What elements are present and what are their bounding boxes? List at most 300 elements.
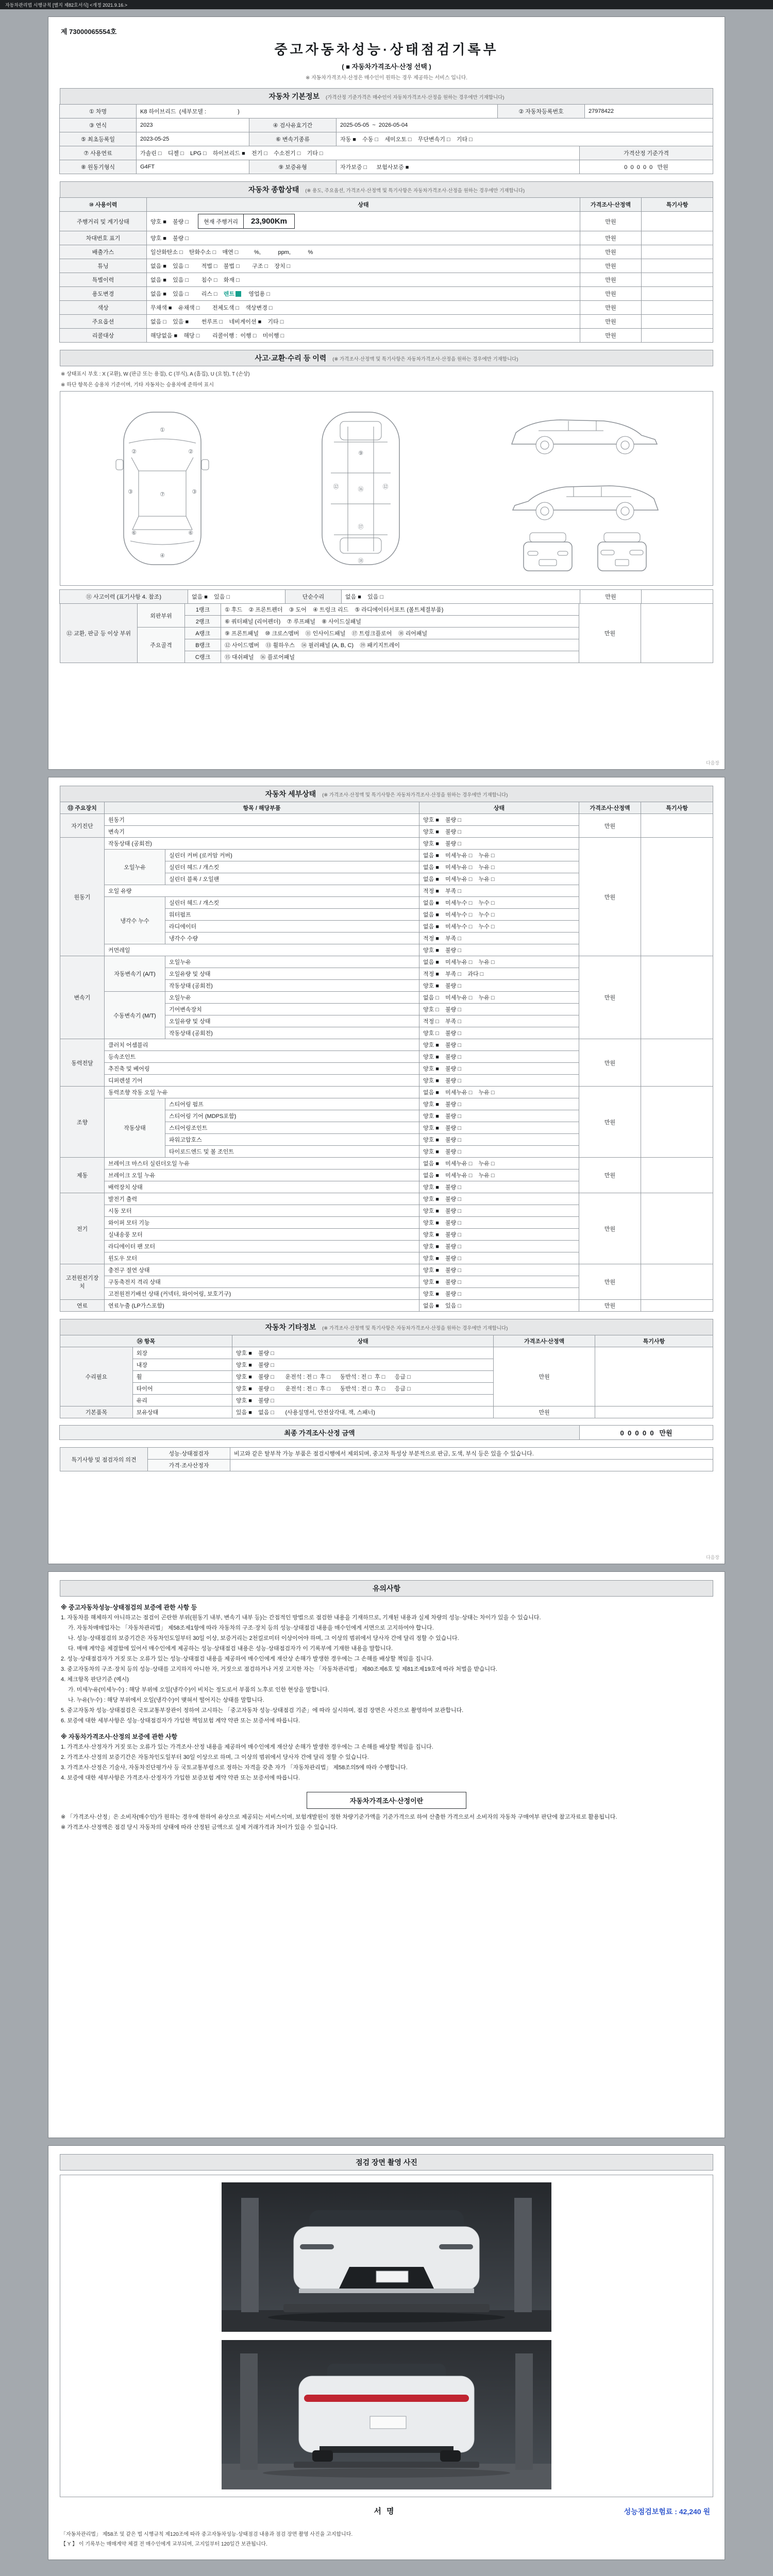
state-checkboxes: 없음 ■ 미세누유 □ 누유 □	[419, 861, 579, 873]
note-cell	[641, 300, 713, 315]
item-label-cell: 작동상태 (공회전)	[105, 838, 419, 850]
state-checkboxes: 양호 ■ 불량 □	[232, 1395, 493, 1406]
item-label-cell: 오일누유	[165, 992, 419, 1004]
state-checkboxes: 무채색 ■ 유채색 □ 전체도색 □ 색상변경 □	[146, 300, 580, 315]
basic-row-3	[60, 132, 713, 146]
page-1	[48, 16, 725, 770]
year-value: 2023	[136, 118, 249, 132]
device-item-row	[60, 1158, 713, 1170]
item-label-cell: 내장	[132, 1359, 232, 1371]
final-price-bar	[60, 1426, 713, 1440]
comprehensive-note: (※ 용도, 주요옵션, 가격조사·산정액 및 특기사항은 자동차가격조사·산정을 원하는 경우에만 기재합니다)	[305, 188, 525, 194]
state-checkboxes: 양호 ■ 불량 □	[232, 1347, 493, 1359]
note-cell	[641, 1193, 713, 1264]
legal-line-2: 【 Y 】 이 기록부는 매매계약 체결 전 매수인에게 교부되며, 고지일부터 120일간 보관됩니다.	[61, 2541, 267, 2547]
opinion-text-2	[230, 1460, 713, 1471]
sub-group-cell: 자동변속기 (A/T)	[105, 956, 165, 992]
item-label-cell: 휠	[132, 1371, 232, 1383]
warranty-type-checkboxes: 자가보증 □ 보험사보증 ■	[336, 160, 580, 174]
state-checkboxes: 양호 ■ 불량 □	[419, 1122, 579, 1134]
col-note: 특기사항	[595, 1335, 713, 1347]
price-cell: 만원	[579, 814, 641, 838]
rent-checked-box	[236, 291, 241, 297]
notice-paragraph: 나. 누유(누수) : 해당 부위에서 오일(냉각수)이 맺혀서 떨어지는 상태를 말합니다.	[68, 1697, 264, 1704]
usage-item-label: 색상	[59, 300, 147, 315]
svg-text:⑦: ⑦	[160, 491, 165, 498]
item-label-cell: 추진축 및 베어링	[105, 1063, 419, 1075]
state-checkboxes: 적정 ■ 부족 □	[419, 933, 579, 944]
reg-no-value: 27978422	[584, 104, 713, 118]
state-checkboxes: 양호 ■ 불량 □	[419, 1110, 579, 1122]
notice-paragraph: 3. 중고자동차의 구조·장치 등의 성능·상태를 고지하지 아니한 자, 거짓으로 점검하거나 거짓 고지한 자는 「자동차관리법」 제80조제6호 및 제81조제19호에 따라 처벌을 받습니다.	[61, 1666, 497, 1673]
notice-paragraph: 3. 가격조사·산정은 기술사, 자동차진단평가사 등 국토교통부령으로 정하는 자격을 갖춘 자가 「자동차관리법」 제58조의5에 따라 수행합니다.	[61, 1764, 408, 1771]
item-label-cell: 브레이크 마스터 실린더오일 누유	[105, 1158, 419, 1170]
state-checkboxes: 없음 ■ 미세누유 □ 누유 □	[419, 1087, 579, 1098]
page-title: 중고자동차성능·상태점검기록부	[274, 42, 499, 57]
price-cell: 만원	[494, 1347, 595, 1406]
price-cell: 만원	[579, 1039, 641, 1087]
item-label-cell: 디퍼렌셜 기어	[105, 1075, 419, 1087]
item-label-cell: 와이퍼 모터 기능	[105, 1217, 419, 1229]
panel-items-cell: ⑮ 대쉬패널 ⑯ 플로어패널	[221, 651, 579, 663]
state-checkboxes: 양호 ■ 불량 □	[232, 1359, 493, 1371]
col-note: 특기사항	[641, 802, 713, 814]
price-cell: 만원	[580, 314, 642, 329]
device-item-row	[60, 1087, 713, 1098]
accident-header	[60, 350, 713, 366]
state-checkboxes: 양호 ■ 불량 □	[419, 1276, 579, 1288]
item-label-cell: 유리	[132, 1395, 232, 1406]
accident-note-cell	[641, 589, 713, 604]
svg-text:⑨: ⑨	[358, 450, 363, 456]
note-cell	[641, 314, 713, 329]
item-label-cell: 오일누유	[165, 956, 419, 968]
svg-text:⑫: ⑫	[382, 483, 389, 490]
state-checkboxes: 없음 ■ 있음 □	[419, 1300, 579, 1312]
note-cell	[641, 1158, 713, 1193]
sub-group-cell: 수동변속기 (M/T)	[105, 992, 165, 1039]
state-checkboxes: 없음 ■ 미세누유 □ 누유 □	[419, 850, 579, 861]
first-reg-label: ⑤ 최초등록일	[59, 132, 137, 146]
note-cell	[641, 1039, 713, 1087]
notice-paragraph: 2. 가격조사·산정의 보증기간은 자동차인도일부터 30일 이상으로 하며, 그 이상의 범위에서 당사자 간에 달리 정할 수 있습니다.	[61, 1754, 369, 1760]
price-cell: 만원	[579, 1087, 641, 1158]
inspection-photo-rear	[222, 2340, 551, 2489]
usage-item-label: 용도변경	[59, 286, 147, 301]
device-group-cell: 고전원전기장치	[60, 1264, 105, 1300]
price-cell: 만원	[579, 604, 641, 663]
item-label-cell: 연료누출 (LP가스포함)	[105, 1300, 419, 1312]
car-diagram-right-side-view	[502, 463, 667, 524]
item-label-cell: 라디에이터	[165, 921, 419, 933]
state-checkboxes: 양호 ■ 불량 □ 운전석 : 전 □ 후 □ 동반석 : 전 □ 후 □ 응급 □	[232, 1383, 493, 1395]
item-label-cell: 오일유량 및 상태	[165, 968, 419, 980]
accident-section	[60, 350, 713, 663]
item-label-cell: 보유상태	[132, 1406, 232, 1418]
transmission-checkboxes: 자동 ■ 수동 □ 세미오토 □ 무단변속기 □ 기타 □	[336, 132, 713, 146]
car-diagram-top-view	[106, 406, 219, 571]
detail-section	[60, 786, 713, 1312]
photos-title: 점검 장면 촬영 사진	[356, 2158, 417, 2166]
warranty-type-label: ⑨ 보증유형	[249, 160, 337, 174]
panel-items-cell: ⑫ 사이드멤버 ⑬ 휠하우스 ⑭ 필러패널 (A, B, C) ⑲ 패키지트레이	[221, 639, 579, 651]
state-checkboxes: 없음 ■ 미세누유 □ 누유 □	[419, 1170, 579, 1181]
car-name-label: ① 차명	[59, 104, 137, 118]
item-label-cell: 작동상태 (공회전)	[165, 980, 419, 992]
state-checkboxes: 양호 ■ 불량 □	[419, 1063, 579, 1075]
device-group-cell: 수리필요	[60, 1347, 133, 1406]
svg-text:⑫: ⑫	[333, 483, 339, 490]
state-options: 영업용 □	[242, 291, 270, 297]
item-label-cell: 오일유량 및 상태	[165, 1015, 419, 1027]
other-info-title: 자동차 기타정보	[265, 1323, 316, 1331]
state-checkboxes: 양호 □ 불량 □	[419, 1004, 579, 1015]
panel-items-cell: ① 후드 ② 프론트펜더 ③ 도어 ④ 트렁크 리드 ⑤ 라디에이터서포트 (볼트체결부품)	[221, 604, 579, 616]
item-label-cell: 오일 유량	[105, 885, 419, 897]
note-cell	[641, 956, 713, 1039]
comprehensive-row	[60, 259, 713, 273]
engine-type-value: G4FT	[136, 160, 249, 174]
photos-header	[60, 2154, 713, 2171]
device-group-cell: 연료	[60, 1300, 105, 1312]
fuel-label: ⑦ 사용연료	[59, 146, 137, 160]
col-state: 상태	[419, 802, 579, 814]
inspection-photo-front	[222, 2182, 551, 2332]
device-group-cell: 원동기	[60, 838, 105, 956]
svg-text:②: ②	[131, 448, 137, 455]
state-checkboxes	[146, 286, 580, 301]
state-checkboxes: 양호 ■ 불량 □	[419, 1051, 579, 1063]
state-checkboxes: 양호 ■ 불량 □	[419, 1241, 579, 1252]
state-checkboxes: 양호 ■ 불량 □	[419, 1264, 579, 1276]
basic-row-5	[60, 160, 713, 174]
state-checkboxes: 양호 ■ 불량 □	[419, 1146, 579, 1158]
state-checkboxes: 양호 ■ 불량 □	[419, 1229, 579, 1241]
price-cell: 만원	[579, 1300, 641, 1312]
svg-text:⑱: ⑱	[358, 557, 364, 564]
panel-group-cell: 주요골격	[138, 628, 185, 663]
price-cell: 만원	[494, 1406, 595, 1418]
rank-cell: B랭크	[185, 639, 221, 651]
price-cell: 만원	[579, 838, 641, 956]
note-cell	[641, 1087, 713, 1158]
exchange-row	[60, 604, 713, 616]
usage-item-label: 리콜대상	[59, 328, 147, 343]
note-cell	[641, 838, 713, 956]
notice-section-heading: ※ 중고자동차성능·상태점검의 보증에 관한 사항 등	[61, 1604, 197, 1611]
rank-cell: A랭크	[185, 628, 221, 639]
form-reference-bar	[0, 0, 773, 9]
legal-line-1: 「자동차관리법」 제58조 및 같은 법 시행규칙 제120조에 따라 중고자동차성능·상태점검 내용과 점검 장면 촬영 사진을 고지합니다.	[61, 2532, 353, 2537]
transmission-label: ⑥ 변속기종류	[249, 132, 337, 146]
state-checkboxes: 없음 ■ 미세누유 □ 누유 □	[419, 956, 579, 968]
state-checkboxes: 양호 ■ 불량 □	[419, 1098, 579, 1110]
simple-repair-label: 단순수리	[285, 589, 342, 604]
item-label-cell: 기어변속장치	[165, 1004, 419, 1015]
comprehensive-rows	[60, 212, 713, 343]
inspection-period-label: ④ 검사유효기간	[249, 118, 337, 132]
price-survey-definition-box: 자동차가격조사·산정이란	[307, 1792, 466, 1809]
panel-items-cell: ⑥ 쿼터패널 (리어펜더) ⑦ 루프패널 ⑧ 사이드실패널	[221, 616, 579, 628]
price-survey-select-label: ( ■ 자동차가격조사·산정 선택 )	[342, 63, 431, 71]
col-price: 가격조사·산정액	[494, 1335, 595, 1347]
detail-table	[60, 802, 713, 1312]
comprehensive-row	[60, 212, 713, 231]
notice-paragraph: 나. 성능·상태점검의 보증기간은 자동차인도일부터 30일 이상, 보증거리는 2천킬로미터 이상이어야 하며, 그 이상의 범위에서 당사자 간에 달리 정할 수 있습니다.	[68, 1635, 459, 1642]
engine-type-label: ⑧ 원동기형식	[59, 160, 137, 174]
note-cell	[641, 1264, 713, 1300]
accident-title: 사고·교환·수리 등 이력	[255, 354, 327, 362]
item-label-cell: 스티어링 펌프	[165, 1098, 419, 1110]
current-mileage-value: 23,900Km	[250, 217, 288, 226]
other-info-header	[60, 1319, 713, 1335]
state-checkboxes: 없음 ■ 미세누수 □ 누수 □	[419, 897, 579, 909]
item-label-cell: 외장	[132, 1347, 232, 1359]
item-label-cell: 시동 모터	[105, 1205, 419, 1217]
accident-history-state: 없음 ■ 있음 □	[188, 589, 285, 604]
comprehensive-row	[60, 231, 713, 245]
svg-text:③: ③	[192, 488, 197, 495]
exchange-label-cell: ⑫ 교환, 판금 등 이상 부위	[60, 604, 138, 663]
comprehensive-row	[60, 273, 713, 287]
svg-text:⑥: ⑥	[131, 530, 137, 536]
panel-items-cell: ⑨ 프론트패널 ⑩ 크로스멤버 ⑪ 인사이드패널 ⑰ 트렁크플로어 ⑱ 리어패널	[221, 628, 579, 639]
notice-paragraph: 가. 자동차매매업자는 「자동차관리법」 제58조제1항에 따라 자동차의 구조·장치 등의 성능·상태점검 내용을 매수인에게 서면으로 고지하여야 합니다.	[68, 1625, 434, 1632]
state-checkboxes: 양호 ■ 불량 □	[146, 231, 580, 245]
state-checkboxes: 없음 ■ 미세누유 □ 누유 □	[419, 873, 579, 885]
state-checkboxes: 양호 □ 불량 □	[419, 1027, 579, 1039]
svg-text:⑯: ⑯	[358, 486, 364, 493]
device-item-row	[60, 1193, 713, 1205]
opinion-who-2: 가격·조사산정자	[148, 1460, 230, 1471]
sub-group-cell: 작동상태	[105, 1098, 165, 1158]
opinion-row-2	[60, 1460, 713, 1471]
device-item-row	[60, 1347, 713, 1359]
page-2	[48, 777, 725, 1564]
state-checkboxes: 양호 ■ 불량 □	[419, 1217, 579, 1229]
price-cell: 만원	[580, 300, 642, 315]
item-label-cell: 충전구 절연 상태	[105, 1264, 419, 1276]
price-cell: 만원	[580, 328, 642, 343]
device-item-row	[60, 956, 713, 968]
state-checkboxes: 일산화탄소 □ 탄화수소 □ 매연 □ %, ppm, %	[146, 245, 580, 259]
col-price: 가격조사·산정액	[579, 802, 641, 814]
accident-history-label: ⑪ 사고이력 (표기사항 4. 참조)	[59, 589, 188, 604]
price-cell: 만원	[580, 231, 642, 245]
item-label-cell: 타이로드엔드 및 볼 조인트	[165, 1146, 419, 1158]
comprehensive-header	[60, 181, 713, 198]
usage-item-label: 차대번호 표기	[59, 231, 147, 245]
state-checkboxes: 양호 ■ 불량 □	[419, 1039, 579, 1051]
price-cell: 만원	[580, 273, 642, 287]
notice-header	[60, 1580, 713, 1597]
exchange-panel-table	[60, 603, 713, 663]
item-label-cell: 고전원전기배선 상태 (커넥터, 와이어링, 보호기구)	[105, 1288, 419, 1300]
state-options: 양호 ■ 불량 □	[150, 218, 189, 225]
price-cell: 만원	[579, 1264, 641, 1300]
car-diagram-side-column	[502, 397, 667, 580]
notice-body	[60, 1603, 713, 1783]
detail-header	[60, 786, 713, 802]
state-checkboxes: 없음 ■ 미세누유 □ 누유 □	[419, 1158, 579, 1170]
item-label-cell: 커먼레일	[105, 944, 419, 956]
definition-paragraph: ※ 「가격조사·산정」은 소비자(매수인)가 원하는 경우에 한하여 유상으로 제공되는 서비스이며, 보험개발원이 정한 차량기준가액을 기준가격으로 하여 산출한 가격으로서 소비자의 자동차 구매여부 판단에 참고자료로 활용됩니다.	[61, 1814, 617, 1820]
basic-info-header	[60, 88, 713, 105]
opinion-text-1: 비고와 같은 탈부착 가능 부품은 점검시행에서 제외되며, 중고차 특성상 부분적으로 판금, 도색, 부식 등은 있을 수 있습니다.	[230, 1448, 713, 1460]
item-label-cell: 원동기	[105, 814, 419, 826]
item-label-cell: 실린더 헤드 / 개스킷	[165, 861, 419, 873]
item-label-cell: 워터펌프	[165, 909, 419, 921]
comprehensive-row	[60, 329, 713, 343]
base-price-label: 가격산정 기준가격	[579, 146, 713, 160]
notice-section-heading: ※ 자동차가격조사·산정의 보증에 관한 사항	[61, 1733, 178, 1740]
price-cell: 만원	[579, 1193, 641, 1264]
other-info-section	[60, 1319, 713, 1418]
state-checkboxes: 양호 ■ 불량 □	[419, 1252, 579, 1264]
note-cell	[641, 814, 713, 838]
state-checkboxes: 적정 ■ 부족 □	[419, 885, 579, 897]
document-number: 제 73000065554호	[61, 28, 117, 36]
item-label-cell: 냉각수 수량	[165, 933, 419, 944]
page-continue-label: 다음장	[705, 760, 719, 766]
svg-text:⑥: ⑥	[188, 530, 194, 536]
passenger-car-legend: ※ 하단 항목은 승용차 기준이며, 기타 자동차는 승용차에 준하여 표시	[61, 382, 214, 388]
item-label-cell: 작동상태 (공회전)	[165, 1027, 419, 1039]
inspection-photos	[60, 2175, 713, 2497]
note-cell	[595, 1406, 713, 1418]
item-label-cell: 실내송풍 모터	[105, 1229, 419, 1241]
svg-text:①: ①	[160, 427, 165, 433]
item-label-cell: 파워고압호스	[165, 1134, 419, 1146]
detail-col-headers	[60, 802, 713, 814]
car-diagram-rear-view	[589, 529, 656, 580]
signature-title: 서명	[374, 2507, 399, 2516]
item-label-cell: 브레이크 오일 누유	[105, 1170, 419, 1181]
state-checkboxes: 양호 ■ 불량 □	[419, 814, 579, 826]
car-diagram-left-side-view	[502, 397, 667, 459]
comprehensive-row	[60, 245, 713, 259]
car-diagram-underbody-view	[304, 406, 417, 571]
item-label-cell: 실린더 블록 / 오일팬	[165, 873, 419, 885]
basic-info-note: (가격산정 기준가격은 매수인이 자동차가격조사·산정을 원하는 경우에만 기재합니다)	[325, 95, 505, 100]
car-diagram-end-views	[514, 529, 656, 580]
item-label-cell: 구동축전지 격리 상태	[105, 1276, 419, 1288]
basic-row-1	[60, 105, 713, 118]
item-label-cell: 발전기 출력	[105, 1193, 419, 1205]
item-label-cell: 동력조향 작동 오일 누유	[105, 1087, 419, 1098]
notice-paragraph: 6. 보증에 대한 세부사항은 성능·상태점검자가 가입한 책임보험 계약 약관 또는 보증서에 따릅니다.	[61, 1718, 300, 1724]
state-checkboxes: 양호 ■ 불량 □	[419, 1193, 579, 1205]
device-group-cell: 동력전달	[60, 1039, 105, 1087]
form-reference-text: 자동차관리법 시행규칙 [별지 제82호서식] <개정 2021.9.16.>	[5, 2, 128, 8]
note-cell	[641, 273, 713, 287]
note-cell	[595, 1347, 713, 1406]
device-group-cell: 제동	[60, 1158, 105, 1193]
device-group-cell: 기본품목	[60, 1406, 133, 1418]
item-label-cell: 변속기	[105, 826, 419, 838]
simple-repair-state: 없음 ■ 있음 □	[341, 589, 580, 604]
notice-paragraph: 4. 보증에 대한 세부사항은 가격조사·산정자가 가입한 보증보험 계약 약관 또는 보증서에 따릅니다.	[61, 1774, 300, 1781]
signature-legal-lines	[60, 2530, 713, 2547]
year-label: ③ 연식	[59, 118, 137, 132]
notice-paragraph: 다. 매매 계약을 체결함에 있어서 매수인에게 제공하는 성능·상태점검 내용은 성능·상태점검자가 이 기록부에 기재한 내용을 말합니다.	[68, 1646, 393, 1652]
accident-history-row	[60, 590, 713, 604]
state-checkboxes: 양호 ■ 불량 □	[419, 1205, 579, 1217]
basic-row-4	[60, 146, 713, 160]
price-cell: 만원	[579, 956, 641, 1039]
col-state: 상태	[232, 1335, 493, 1347]
current-mileage-label: 현재 주행거리	[198, 214, 244, 228]
basic-info-section	[60, 88, 713, 174]
price-cell: 만원	[579, 1158, 641, 1193]
detail-note: (※ 가격조사·산정액 및 특기사항은 자동차가격조사·산정을 원하는 경우에만 기재합니다)	[322, 792, 508, 798]
inspector-opinion-table	[60, 1447, 713, 1471]
insurance-fee	[624, 2506, 710, 2517]
item-label-cell: 클러치 어셈블리	[105, 1039, 419, 1051]
device-group-cell: 전기	[60, 1193, 105, 1264]
first-reg-value: 2023-05-25	[136, 132, 249, 146]
opinion-who-1: 성능·상태점검자	[148, 1448, 230, 1460]
state-checkboxes: 양호 ■ 불량 □	[419, 826, 579, 838]
item-label-cell: 스티어링조인트	[165, 1122, 419, 1134]
device-group-cell: 조향	[60, 1087, 105, 1158]
notice-paragraph: 4. 체크항목 판단기준 (예시)	[61, 1676, 129, 1683]
signature-section	[60, 2505, 713, 2547]
state-checkboxes: 없음 □ 미세누유 □ 누유 □	[419, 992, 579, 1004]
rank-cell: 1랭크	[185, 604, 221, 616]
item-label-cell: 라디에이터 팬 모터	[105, 1241, 419, 1252]
col-price: 가격조사·산정액	[580, 197, 642, 212]
notice-paragraph: 5. 중고자동차 성능·상태점검은 국토교통부장관이 정하여 고시하는 「중고자동차 성능·상태점검 기준」에 따라 실시하며, 점검 장면은 사진으로 촬영하여 보관합니다.	[61, 1707, 464, 1714]
insurance-fee-value: 42,240 원	[679, 2507, 710, 2516]
note-cell	[641, 231, 713, 245]
note-cell	[641, 245, 713, 259]
price-cell: 만원	[580, 286, 642, 301]
state-checkboxes: 양호 ■ 불량 □	[419, 1075, 579, 1087]
note-cell	[641, 604, 713, 663]
state-checkboxes: 없음 ■ 미세누수 □ 누수 □	[419, 909, 579, 921]
final-price-label: 최종 가격조사·산정 금액	[59, 1425, 580, 1440]
note-cell	[641, 1300, 713, 1312]
car-diagram-box	[60, 391, 713, 586]
fuel-checkboxes: 가솔린 □ 디젤 □ LPG □ 하이브리드 ■ 전기 □ 수소전기 □ 기타 □	[136, 146, 580, 160]
page-continue-label: 다음장	[705, 1555, 719, 1560]
usage-item-label: 특별이력	[59, 273, 147, 287]
device-group-cell: 자기진단	[60, 814, 105, 838]
state-checkboxes: 해당없음 ■ 해당 □ 리콜이행 : 이행 □ 미이행 □	[146, 328, 580, 343]
note-cell	[641, 211, 713, 231]
item-label-cell: 타이어	[132, 1383, 232, 1395]
current-mileage-box	[198, 214, 295, 229]
comprehensive-row	[60, 315, 713, 329]
state-checkboxes: 있음 ■ 없음 □ (사용설명서, 안전삼각대, 잭, 스패너)	[232, 1406, 493, 1418]
other-info-table	[60, 1335, 713, 1418]
notice-title: 유의사항	[372, 1584, 401, 1592]
price-cell: 만원	[580, 245, 642, 259]
state-checkboxes: 양호 ■ 불량 □	[419, 1288, 579, 1300]
device-item-row	[60, 1406, 713, 1418]
state-checkboxes: 양호 ■ 불량 □	[419, 980, 579, 992]
col-note: 특기사항	[641, 197, 713, 212]
usage-item-label: 주행거리 및 계기상태	[59, 211, 147, 231]
device-item-row	[60, 838, 713, 850]
col-item: ⑭ 항목	[60, 1335, 232, 1347]
state-options: 없음 ■ 있음 □ 리스 □	[150, 291, 224, 297]
panel-group-cell: 외판부위	[138, 604, 185, 628]
state-checkboxes: 없음 ■ 있음 □ 적법 □ 불법 □ 구조 □ 장치 □	[146, 259, 580, 273]
detail-title: 자동차 세부상태	[265, 790, 316, 798]
item-label-cell: 윈도우 모터	[105, 1252, 419, 1264]
